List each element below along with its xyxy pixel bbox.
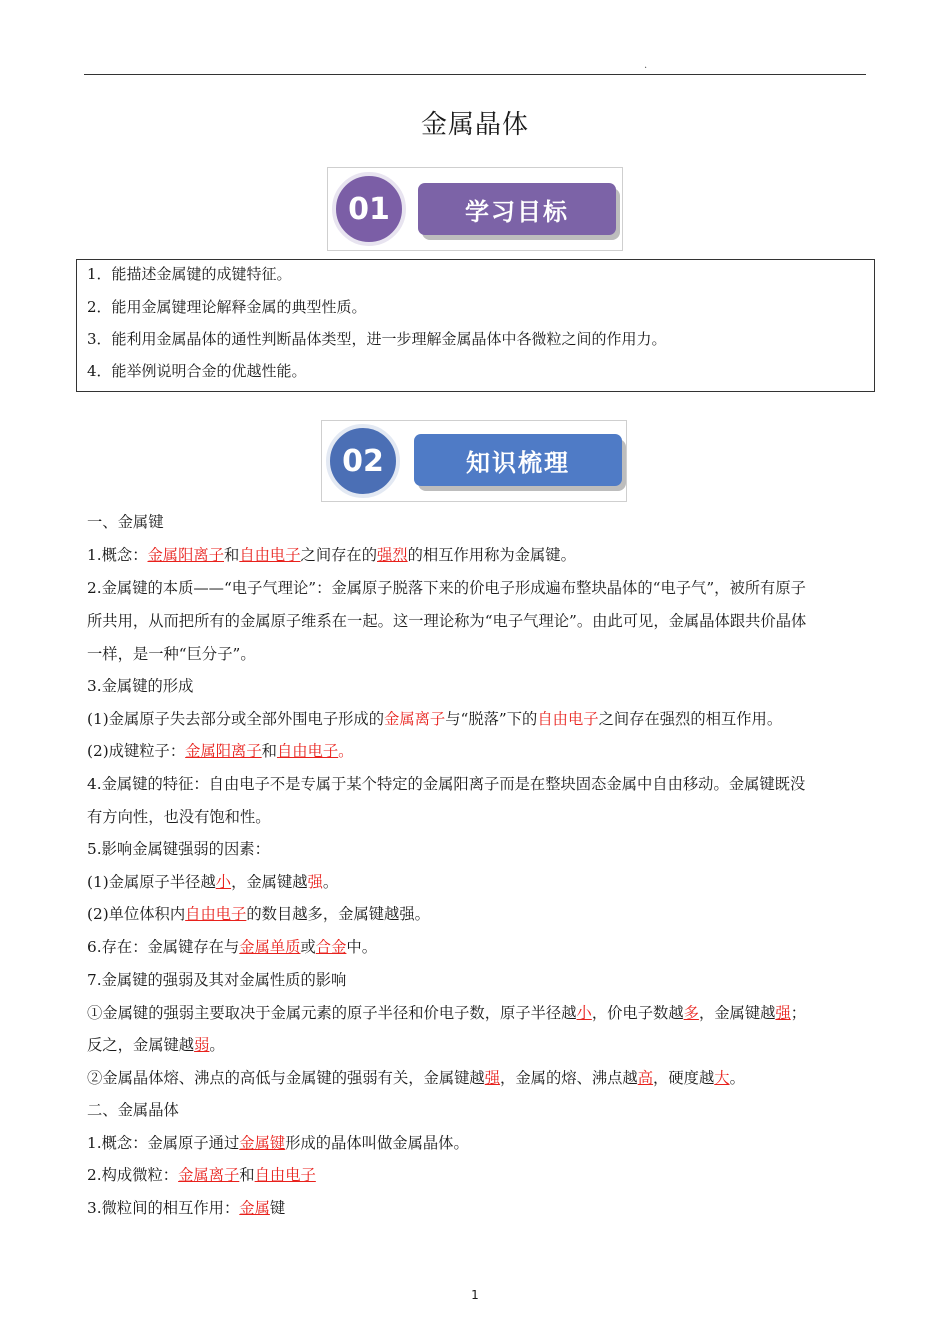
answer-blank: 金属键 (239, 1134, 286, 1152)
answer-blank: 强 (484, 1069, 501, 1087)
banner-learning-goals (327, 167, 623, 251)
answer-blank: 多 (683, 1004, 699, 1022)
text-line: 7.金属键的强弱及其对金属性质的影响 (87, 971, 347, 989)
text-line: 3.微粒间的相互作用：金属键 (87, 1199, 286, 1217)
banner-label: 知识梳理 (414, 434, 622, 486)
text-line: 5.影响金属键强弱的因素： (87, 840, 270, 858)
text-line: 有方向性，也没有饱和性。 (87, 808, 271, 826)
section-heading: 二、金属晶体 (87, 1101, 179, 1119)
text-line: 1.概念：金属阳离子和自由电子之间存在的强烈的相互作用称为金属键。 (87, 546, 576, 564)
goals-box (76, 259, 875, 392)
text-line: (1)金属原子失去部分或全部外围电子形成的金属离子与“脱落”下的自由电子之间存在强烈的相互作用。 (87, 710, 783, 728)
text-line: (1)金属原子半径越小，金属键越强。 (87, 873, 339, 891)
answer-blank: 自由电子 (239, 546, 301, 564)
text-line: 一样，是一种“巨分子”。 (87, 645, 256, 663)
answer-blank: 强 (775, 1004, 791, 1022)
answer-blank: 小 (215, 873, 232, 891)
header-dot: . (644, 60, 648, 71)
banner-number: 02 (326, 424, 400, 498)
answer-blank: 自由电子 (185, 905, 247, 923)
answer-blank: 合金 (315, 938, 347, 956)
text-line: 1.概念：金属原子通过金属键形成的晶体叫做金属晶体。 (87, 1134, 469, 1152)
answer-blank: 金属阳离子 (185, 742, 262, 760)
goal-item: 3．能利用金属晶体的通性判断晶体类型，进一步理解金属晶体中各微粒之间的作用力。 (87, 330, 667, 348)
text-line: 2.构成微粒：金属离子和自由电子 (87, 1166, 316, 1184)
page-number: 1 (471, 1288, 479, 1302)
answer-blank: 大 (714, 1069, 730, 1087)
banner-knowledge-review (321, 420, 627, 502)
text-line: 所共用，从而把所有的金属原子维系在一起。这一理论称为“电子气理论”。由此可见，金属晶体跟共价晶体 (87, 612, 807, 630)
text-line: 反之，金属键越弱。 (87, 1036, 225, 1054)
text-line: 2.金属键的本质——“电子气理论”：金属原子脱落下来的价电子形成遍布整块晶体的“电子气”，被所有原子 (87, 579, 806, 597)
page-title: 金属晶体 (420, 110, 529, 140)
text-line: 3.金属键的形成 (87, 677, 194, 695)
answer-blank: 自由电子 (254, 1166, 316, 1184)
answer-blank: 弱 (194, 1036, 210, 1054)
answer-blank: 小 (576, 1004, 592, 1022)
header-rule (84, 74, 866, 75)
answer-blank: 自由电子 (276, 742, 339, 760)
text-line: ①金属键的强弱主要取决于金属元素的原子半径和价电子数，原子半径越小，价电子数越多，金属键越强； (87, 1004, 807, 1022)
text-line: 6.存在：金属键存在与金属单质或合金中。 (87, 938, 378, 956)
text-line: 4.金属键的特征：自由电子不是专属于某个特定的金属阳离子而是在整块固态金属中自由移动。金属键既没 (87, 775, 806, 793)
answer-blank: 金属单质 (239, 938, 301, 956)
banner-label: 学习目标 (418, 183, 616, 235)
answer-blank: 高 (637, 1069, 654, 1087)
goal-item: 2．能用金属键理论解释金属的典型性质。 (87, 298, 367, 316)
answer-blank: 强烈 (377, 546, 408, 564)
goal-item: 1．能描述金属键的成键特征。 (87, 265, 292, 283)
highlight-text: 金属离子 (384, 710, 446, 728)
highlight-text: 强 (307, 873, 323, 891)
banner-number: 01 (332, 172, 406, 246)
text-line: ②金属晶体熔、沸点的高低与金属键的强弱有关，金属键越强，金属的熔、沸点越高，硬度越大。 (87, 1069, 745, 1087)
text-line: (2)单位体积内自由电子的数目越多，金属键越强。 (87, 905, 430, 923)
highlight-text: 自由电子 (537, 710, 599, 728)
text-line: (2)成键粒子：金属阳离子和自由电子。 (87, 742, 354, 760)
section-heading: 一、金属键 (87, 513, 164, 531)
goal-item: 4．能举例说明合金的优越性能。 (87, 362, 307, 380)
answer-blank: 金属 (239, 1199, 270, 1217)
answer-blank: 金属离子 (178, 1166, 240, 1184)
answer-blank: 金属阳离子 (147, 546, 224, 564)
